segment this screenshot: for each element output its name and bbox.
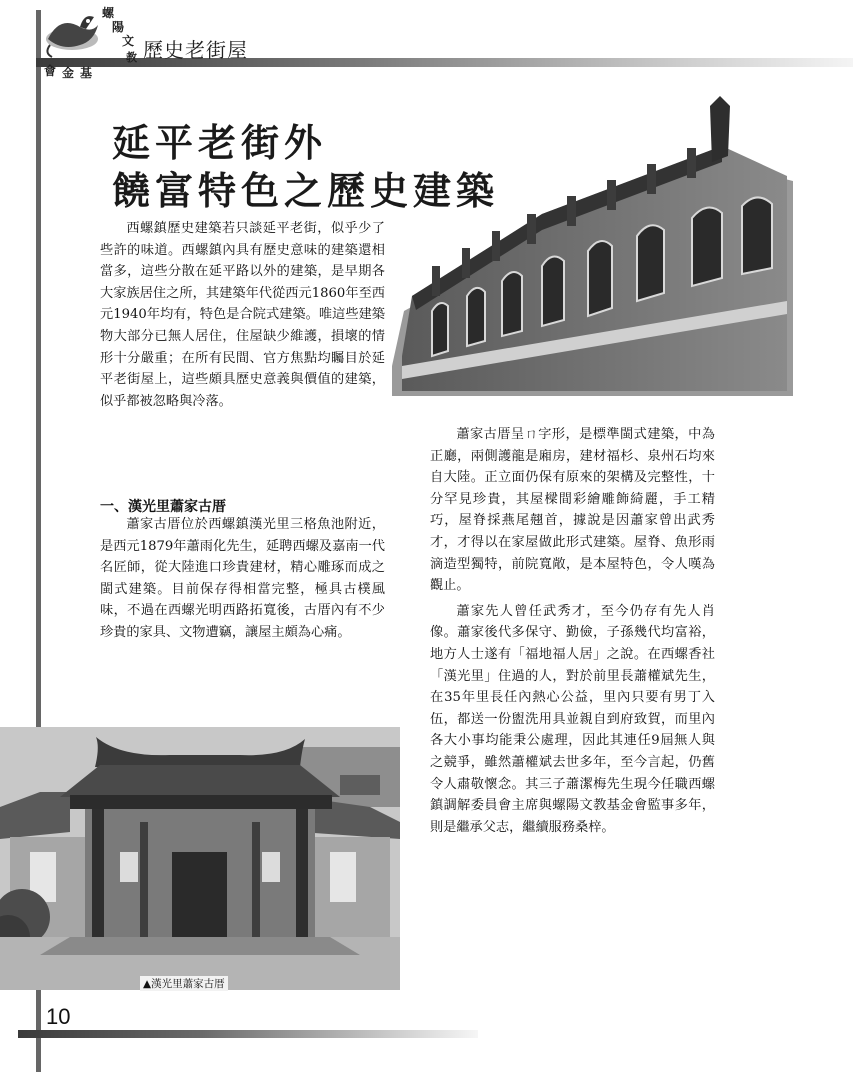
- svg-text:金: 金: [62, 66, 75, 80]
- right-column-text: [430, 424, 715, 838]
- intro-text: [100, 218, 385, 412]
- section-paragraph: 蕭家古厝位於西螺鎮漢光里三格魚池附近，是西元1879年蕭雨化先生，延聘西螺及嘉南一代名匠師，從大陸進口珍貴建材，精心雕琢而成之閩式建築。目前保存得相當完整，極具古樸風味，不過在西螺光明西路拓寬後，古厝內有不少珍貴的家具、文物遭竊，讓屋主頗為心痛。: [100, 517, 385, 640]
- foundation-logo: [40, 5, 138, 83]
- svg-text:基: 基: [80, 66, 93, 80]
- svg-text:文: 文: [122, 34, 135, 48]
- section-body: [100, 514, 385, 644]
- right-paragraph-1: 蕭家古厝呈ㄇ字形，是標準閩式建築，中為正廳，兩側護龍是廂房，建材福杉、泉州石均來自大陸。正立面仍保有原來的架構及完整性，十分罕見珍貴，其屋樑間彩繪雕飾綺麗，手工精巧，屋脊採燕尾翹首，據說是因蕭家曾出武秀才，才得以在家屋做此形式建築。屋脊、魚形雨滴造型獨特，前院寬敞，是本屋特色，令人嘆為觀止。: [430, 427, 715, 594]
- article-title-line-1: 延平老街外: [112, 121, 328, 165]
- section-heading: 一、漢光里蕭家古厝: [100, 499, 226, 515]
- house-photo-bottom: [0, 727, 400, 990]
- svg-text:螺: 螺: [102, 6, 115, 20]
- svg-text:陽: 陽: [112, 20, 125, 34]
- intro-paragraph: 西螺鎮歷史建築若只談延平老街，似乎少了些許的味道。西螺鎮內具有歷史意味的建築還相當多，這些分散在延平路以外的建築，是早期各大家族居住之所，其建築年代從西元1860年至西元1940年均有，特色是合院式建築。唯這些建築物大部分已無人居住，住屋缺少維護，損壞的情形十分嚴重；在所有民間、官方焦點均矚目於延平老街屋上，這些頗具歷史意義與價值的建築，似乎都被忽略與冷落。: [100, 221, 385, 409]
- svg-text:教: 教: [126, 51, 137, 64]
- right-paragraph-2: 蕭家先人曾任武秀才，至今仍存有先人肖像。蕭家後代多保守、勤儉，子孫幾代均富裕，地方人士遂有「福地福人居」之說。在西螺香社「漢光里」住過的人，對於前里長蕭權斌先生，在35年里長任內熱心公益，里內只要有男丁入伍，都送一份盥洗用具並親自到府致賀，而里內各大小事均能秉公處理，因此其連任9屆無人與之競爭，雖然蕭權斌去世多年，至今言起，仍舊令人肅敬懷念。其三子蕭潔梅先生現今任職西螺鎮調解委員會主席與螺陽文教基金會監事多年，則是繼承父志，繼續服務桑梓。: [430, 603, 715, 835]
- article-title-line-2: 饒富特色之歷史建築: [112, 169, 500, 213]
- page-number: 10: [46, 1004, 71, 1029]
- footer-gradient-bar: [18, 1030, 478, 1038]
- photo-caption: ▲漢光里蕭家古厝: [140, 976, 228, 991]
- building-photo-top: [392, 96, 793, 396]
- svg-text:會: 會: [44, 64, 57, 78]
- section-title: 歷史老街屋: [143, 38, 248, 62]
